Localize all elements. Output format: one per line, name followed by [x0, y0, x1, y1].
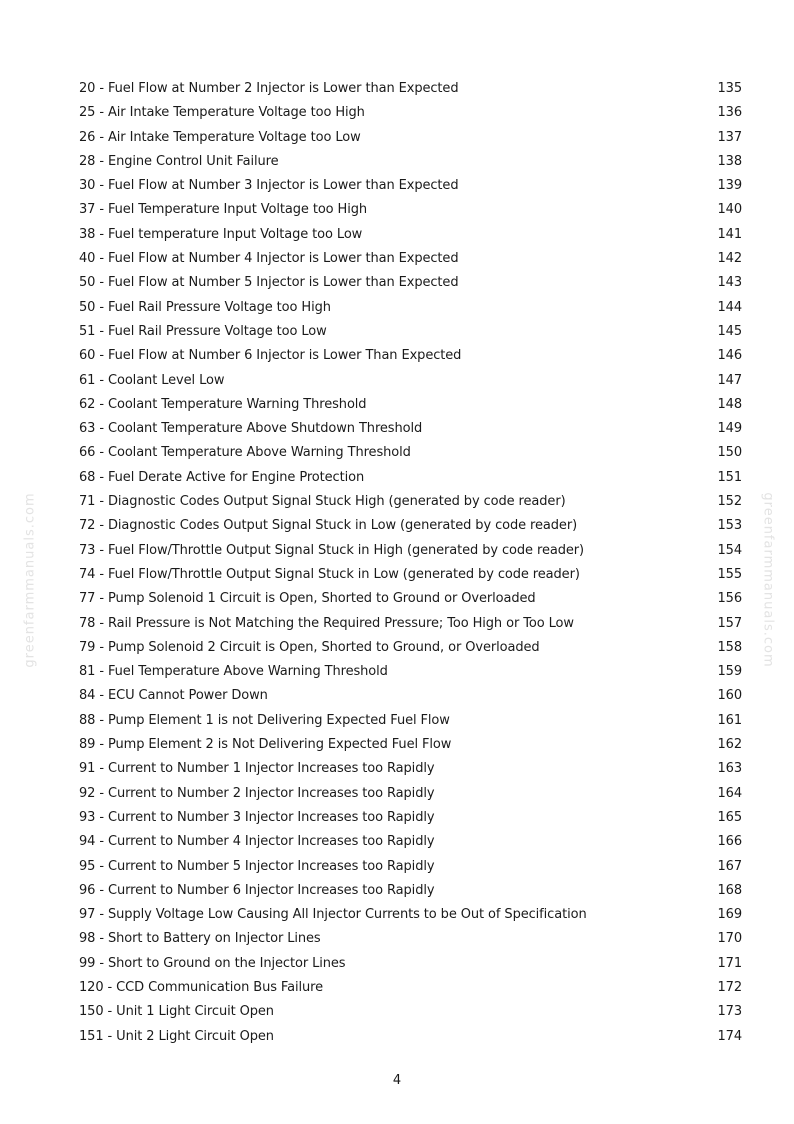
toc-entry-page: 146 [717, 348, 742, 364]
toc-entry[interactable] [79, 563, 742, 587]
watermark-right-text: greenfarmmanuals.com [760, 492, 776, 668]
toc-entry[interactable] [79, 684, 742, 708]
toc-entry-title: 93 - Current to Number 3 Injector Increases too Rapidly [79, 809, 435, 825]
toc-entry-title: 88 - Pump Element 1 is not Delivering Expected Fuel Flow [79, 712, 450, 728]
toc-entry-title: 38 - Fuel temperature Input Voltage too Low [79, 226, 363, 242]
toc-entry-title: 30 - Fuel Flow at Number 3 Injector is Lower than Expected [79, 178, 459, 194]
toc-entry-page: 154 [717, 542, 742, 558]
toc-entry[interactable] [79, 976, 742, 1000]
toc-entry-page: 173 [717, 1004, 742, 1020]
toc-entry-title: 51 - Fuel Rail Pressure Voltage too Low [79, 323, 327, 339]
toc-entry-title: 63 - Coolant Temperature Above Shutdown Threshold [79, 421, 423, 437]
toc-entry-page: 164 [717, 785, 742, 801]
toc-entry-page: 159 [717, 664, 742, 680]
toc-entry-title: 20 - Fuel Flow at Number 2 Injector is Lower than Expected [79, 81, 459, 96]
toc-entry-title: 79 - Pump Solenoid 2 Circuit is Open, Shorted to Ground, or Overloaded [79, 639, 540, 655]
toc-entry[interactable] [79, 757, 742, 781]
toc-entry[interactable] [79, 223, 742, 247]
toc-entry-page: 155 [717, 566, 742, 582]
toc-entry-page: 170 [717, 931, 742, 947]
toc-entry-page: 172 [717, 979, 742, 995]
watermark-left-text: greenfarmmanuals.com [22, 492, 38, 668]
toc-entry[interactable] [79, 174, 742, 198]
toc-entry-title: 28 - Engine Control Unit Failure [79, 153, 279, 169]
toc-entry-page: 161 [717, 712, 742, 728]
toc-entry-title: 50 - Fuel Rail Pressure Voltage too High [79, 299, 331, 315]
toc-entry-title: 92 - Current to Number 2 Injector Increases too Rapidly [79, 785, 435, 801]
toc-entry-title: 61 - Coolant Level Low [79, 372, 225, 388]
toc-entry[interactable] [79, 927, 742, 951]
toc-entry-title: 62 - Coolant Temperature Warning Threshold [79, 396, 367, 412]
toc-entry-page: 137 [717, 129, 742, 145]
toc-entry[interactable] [79, 490, 742, 514]
toc-entry-page: 149 [717, 421, 742, 437]
toc-entry-title: 71 - Diagnostic Codes Output Signal Stuck High (generated by code reader) [79, 494, 566, 510]
watermark-left [20, 492, 40, 668]
toc-entry-title: 68 - Fuel Derate Active for Engine Protection [79, 469, 365, 485]
toc-entry[interactable] [79, 247, 742, 271]
toc-entry-title: 99 - Short to Ground on the Injector Lines [79, 955, 346, 971]
toc-entry-title: 89 - Pump Element 2 is Not Delivering Expected Fuel Flow [79, 737, 452, 753]
toc-entry-page: 140 [717, 202, 742, 218]
toc-entry-title: 120 - CCD Communication Bus Failure [79, 979, 323, 995]
toc-entry[interactable] [79, 903, 742, 927]
toc-entry-title: 81 - Fuel Temperature Above Warning Threshold [79, 664, 388, 680]
toc-entry-page: 143 [717, 275, 742, 291]
toc-entry[interactable] [79, 539, 742, 563]
toc-entry[interactable] [79, 733, 742, 757]
toc-entry[interactable] [79, 369, 742, 393]
toc-entry[interactable] [79, 514, 742, 538]
toc-entry-page: 158 [717, 639, 742, 655]
toc-entry[interactable] [79, 441, 742, 465]
toc-entry-page: 157 [717, 615, 742, 631]
toc-entry-title: 94 - Current to Number 4 Injector Increases too Rapidly [79, 834, 435, 850]
toc-entry-page: 165 [717, 809, 742, 825]
toc-entry-page: 138 [717, 153, 742, 169]
toc-entry-page: 141 [717, 226, 742, 242]
toc-entry-title: 25 - Air Intake Temperature Voltage too High [79, 105, 365, 121]
toc-entry-title: 97 - Supply Voltage Low Causing All Injector Currents to be Out of Specification [79, 907, 587, 923]
toc-entry-page: 168 [717, 882, 742, 898]
toc-entry[interactable] [79, 806, 742, 830]
toc-entry-title: 77 - Pump Solenoid 1 Circuit is Open, Shorted to Ground or Overloaded [79, 591, 536, 607]
toc-entry[interactable] [79, 344, 742, 368]
toc-entry[interactable] [79, 830, 742, 854]
toc-entry[interactable] [79, 320, 742, 344]
toc-entry-title: 98 - Short to Battery on Injector Lines [79, 931, 321, 947]
toc-entry-page: 156 [717, 591, 742, 607]
toc-entry-page: 166 [717, 834, 742, 850]
toc-entry-page: 148 [717, 396, 742, 412]
toc-entry[interactable] [79, 855, 742, 879]
page-number: 4 [392, 1073, 402, 1088]
toc-entry[interactable] [79, 587, 742, 611]
toc-entry[interactable] [79, 660, 742, 684]
toc-entry[interactable] [79, 393, 742, 417]
toc-entry[interactable] [79, 709, 742, 733]
toc-entry-title: 74 - Fuel Flow/Throttle Output Signal Stuck in Low (generated by code reader) [79, 566, 580, 582]
toc-entry-title: 66 - Coolant Temperature Above Warning Threshold [79, 445, 411, 461]
toc-entry[interactable] [79, 612, 742, 636]
toc-entry-title: 78 - Rail Pressure is Not Matching the Required Pressure; Too High or Too Low [79, 615, 574, 631]
watermark-right [758, 492, 778, 668]
toc-entry[interactable] [79, 198, 742, 222]
toc-entry-page: 167 [717, 858, 742, 874]
toc-entry-page: 171 [717, 955, 742, 971]
toc-entry-page: 152 [717, 494, 742, 510]
toc-entry-title: 150 - Unit 1 Light Circuit Open [79, 1004, 274, 1020]
toc-entry[interactable] [79, 1000, 742, 1024]
toc-entry-page: 162 [717, 737, 742, 753]
toc-entry-page: 160 [717, 688, 742, 704]
toc-entry[interactable] [79, 879, 742, 903]
toc-entry-title: 60 - Fuel Flow at Number 6 Injector is Lower Than Expected [79, 348, 462, 364]
toc-entry-page: 145 [717, 323, 742, 339]
toc-entry-title: 151 - Unit 2 Light Circuit Open [79, 1028, 274, 1044]
toc-entry[interactable] [79, 782, 742, 806]
toc-entry[interactable] [79, 417, 742, 441]
toc-entry[interactable] [79, 636, 742, 660]
toc-entry[interactable] [79, 77, 742, 101]
toc-entry[interactable] [79, 150, 742, 174]
toc-entry-page: 136 [717, 105, 742, 121]
toc-entry-title: 72 - Diagnostic Codes Output Signal Stuck in Low (generated by code reader) [79, 518, 578, 534]
toc-entry-title: 50 - Fuel Flow at Number 5 Injector is Lower than Expected [79, 275, 459, 291]
toc-entry-page: 135 [717, 81, 742, 96]
toc-entry-title: 95 - Current to Number 5 Injector Increases too Rapidly [79, 858, 435, 874]
toc-entry-title: 96 - Current to Number 6 Injector Increases too Rapidly [79, 882, 435, 898]
toc-entry[interactable] [79, 126, 742, 150]
toc-entry-page: 151 [717, 469, 742, 485]
toc-entry-title: 91 - Current to Number 1 Injector Increases too Rapidly [79, 761, 435, 777]
toc-entry-page: 169 [717, 907, 742, 923]
toc-entry[interactable] [79, 952, 742, 976]
toc-entry-page: 142 [717, 251, 742, 267]
toc-entry-page: 147 [717, 372, 742, 388]
toc-entry-page: 153 [717, 518, 742, 534]
toc-entry[interactable] [79, 296, 742, 320]
toc-entry-title: 40 - Fuel Flow at Number 4 Injector is Lower than Expected [79, 251, 459, 267]
toc-entry-title: 26 - Air Intake Temperature Voltage too Low [79, 129, 361, 145]
toc-entry-page: 144 [717, 299, 742, 315]
toc-entry-page: 174 [717, 1028, 742, 1044]
table-of-contents [79, 77, 742, 1049]
toc-entry-title: 37 - Fuel Temperature Input Voltage too High [79, 202, 368, 218]
toc-entry[interactable] [79, 101, 742, 125]
toc-entry[interactable] [79, 1025, 742, 1049]
toc-entry-title: 73 - Fuel Flow/Throttle Output Signal Stuck in High (generated by code reader) [79, 542, 584, 558]
toc-entry-page: 139 [717, 178, 742, 194]
toc-entry-page: 150 [717, 445, 742, 461]
toc-entry-title: 84 - ECU Cannot Power Down [79, 688, 268, 704]
toc-entry-page: 163 [717, 761, 742, 777]
toc-entry[interactable] [79, 271, 742, 295]
toc-entry[interactable] [79, 466, 742, 490]
